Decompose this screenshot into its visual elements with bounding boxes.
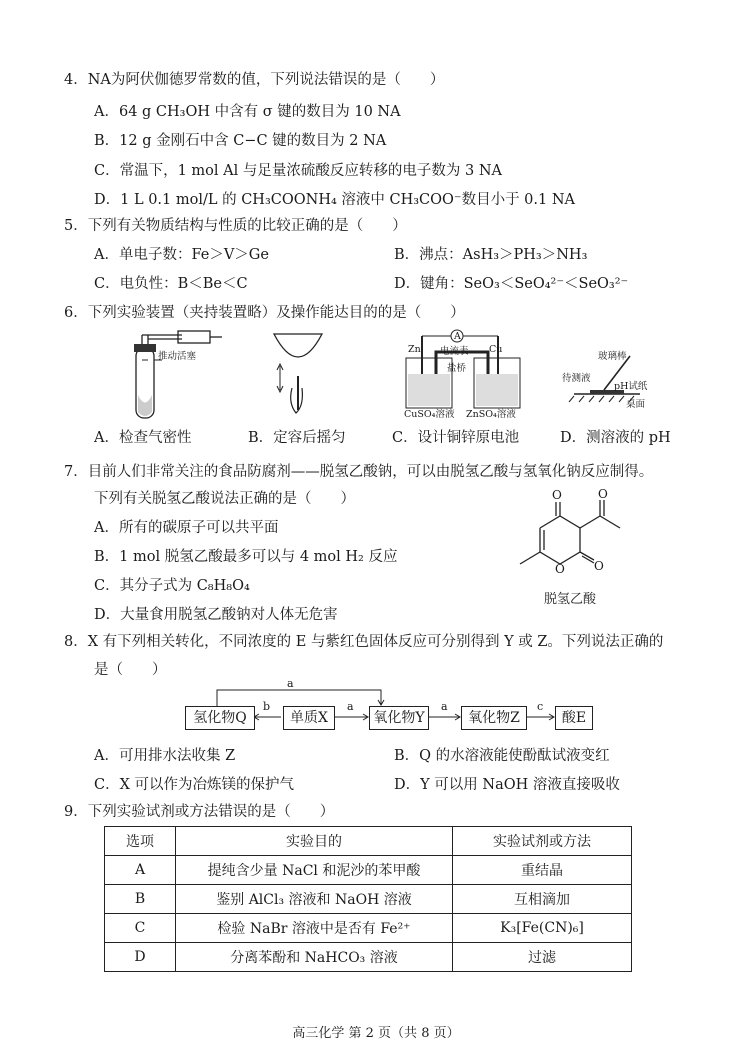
q8-option-c: C．X 可以作为冶炼镁的保护气 <box>94 777 295 793</box>
box-oxide-z: 氧化物Z <box>461 706 527 730</box>
cell-purpose: 提纯含少量 NaCl 和泥沙的苯甲酸 <box>176 856 453 885</box>
q6-option-c: C．设计铜锌原电池 <box>392 430 520 446</box>
q9-stem: 9．下列实验试剂或方法错误的是（ ） <box>64 804 335 820</box>
box-oxide-y: 氧化物Y <box>369 706 429 730</box>
fig-c-bridge: 盐桥 <box>447 363 467 374</box>
q4-option-b: B．12 g 金刚石中含 C−C 键的数目为 2 NA <box>94 133 387 149</box>
cell-option: C <box>105 914 176 943</box>
box-element-x: 单质X <box>283 706 335 730</box>
table-row <box>105 856 632 885</box>
q5-stem: 5．下列有关物质结构与性质的比较正确的是（ ） <box>64 218 407 234</box>
fig-d-table: 桌面 <box>626 399 646 410</box>
q8-option-a: A．可用排水法收集 Z <box>94 748 236 764</box>
box-acid-e: 酸E <box>555 706 593 730</box>
mol-o1: O <box>552 488 562 502</box>
arrow-label-a2: a <box>441 700 448 713</box>
header-option: 选项 <box>105 827 176 856</box>
q7-option-b: B．1 mol 脱氢乙酸最多可以与 4 mol H₂ 反应 <box>94 549 398 565</box>
q5-option-a: A．单电子数：Fe＞V＞Ge <box>94 247 269 263</box>
q4-option-a: A．64 g CH₃OH 中含有 σ 键的数目为 10 NA <box>94 104 401 120</box>
q4-stem: 4．NA为阿伏伽德罗常数的值，下列说法错误的是（ ） <box>64 72 445 88</box>
q8-option-b: B．Q 的水溶液能使酚酞试液变红 <box>394 748 610 764</box>
arrow-label-b: b <box>263 700 271 713</box>
q5-option-d: D．键角：SeO₃＜SeO₄²⁻＜SeO₃²⁻ <box>394 276 629 292</box>
fig-c-left: CuSO₄溶液 <box>404 409 455 420</box>
q7-stem-1: 7．目前人们非常关注的食品防腐剂——脱氢乙酸钠，可以由脱氢乙酸与氢氧化钠反应制得。 <box>64 464 654 480</box>
cell-method: 过滤 <box>453 943 632 972</box>
cell-method: K₃[Fe(CN)₆] <box>453 914 632 943</box>
fig-d-sol: 待测液 <box>562 373 591 384</box>
arrow-label-a1: a <box>347 700 354 713</box>
cell-option: D <box>105 943 176 972</box>
header-method: 实验试剂或方法 <box>453 827 632 856</box>
mol-o4: O <box>555 562 565 576</box>
q7-option-c: C．其分子式为 C₈H₈O₄ <box>94 578 250 594</box>
experiment-table <box>104 826 632 972</box>
fig-c-meter: A <box>454 331 461 342</box>
fig-d-rod: 玻璃棒 <box>598 351 627 362</box>
fig-c-right: ZnSO₄溶液 <box>466 409 516 420</box>
q6-option-a: A．检查气密性 <box>94 430 192 446</box>
molecule-structure <box>500 490 640 590</box>
molecule-label: 脱氢乙酸 <box>544 592 597 607</box>
header-purpose: 实验目的 <box>176 827 453 856</box>
q4-option-c: C．常温下，1 mol Al 与足量浓硫酸反应转移的电子数为 3 NA <box>94 163 502 179</box>
cell-option: B <box>105 885 176 914</box>
cell-purpose: 鉴别 AlCl₃ 溶液和 NaOH 溶液 <box>176 885 453 914</box>
q6-option-d: D．测溶液的 pH <box>560 430 671 446</box>
cell-purpose: 分离苯酚和 NaHCO₃ 溶液 <box>176 943 453 972</box>
page-footer: 高三化学 第 2 页（共 8 页） <box>292 1026 460 1041</box>
fig-d-paper: pH试纸 <box>614 381 648 392</box>
table-row <box>105 943 632 972</box>
mol-o3: O <box>594 559 604 573</box>
cell-method: 互相滴加 <box>453 885 632 914</box>
table-header-row <box>105 827 632 856</box>
table-row <box>105 914 632 943</box>
q8-stem-1: 8．X 有下列相关转化，不同浓度的 E 与紫红色固体反应可分别得到 Y 或 Z。下列说法正确的 <box>64 634 664 650</box>
box-hydride-q: 氢化物Q <box>185 706 255 730</box>
fig-c-cu: Cu <box>489 344 503 355</box>
fig-c-zn: Zn <box>408 344 421 355</box>
fig-a-label: 推动活塞 <box>158 351 197 362</box>
q5-option-b: B．沸点：AsH₃＞PH₃＞NH₃ <box>394 247 588 263</box>
arrow-label-top: a <box>287 677 294 690</box>
q6-option-b: B．定容后摇匀 <box>248 430 346 446</box>
q6-stem: 6．下列实验装置（夹持装置略）及操作能达目的的是（ ） <box>64 305 465 321</box>
figure-airtightness <box>120 330 225 422</box>
q4-option-d: D．1 L 0.1 mol/L 的 CH₃COONH₄ 溶液中 CH₃COO⁻数目小于 0.1 NA <box>94 192 576 208</box>
cell-purpose: 检验 NaBr 溶液中是否有 Fe²⁺ <box>176 914 453 943</box>
q7-stem-2: 下列有关脱氢乙酸说法正确的是（ ） <box>94 491 355 507</box>
q7-option-d: D．大量食用脱氢乙酸钠对人体无危害 <box>94 607 338 623</box>
q7-option-a: A．所有的碳原子可以共平面 <box>94 520 279 536</box>
arrow-label-c: c <box>537 700 544 713</box>
figure-flask-shaking <box>268 328 328 420</box>
q8-stem-2: 是（ ） <box>94 662 167 678</box>
cell-option: A <box>105 856 176 885</box>
mol-o2: O <box>598 487 608 501</box>
q5-option-c: C．电负性：B＜Be＜C <box>94 276 248 292</box>
fig-c-top: 电流表 <box>440 346 469 357</box>
table-row <box>105 885 632 914</box>
cell-method: 重结晶 <box>453 856 632 885</box>
conversion-flowchart <box>185 677 605 730</box>
q8-option-d: D．Y 可以用 NaOH 溶液直接吸收 <box>394 777 620 793</box>
